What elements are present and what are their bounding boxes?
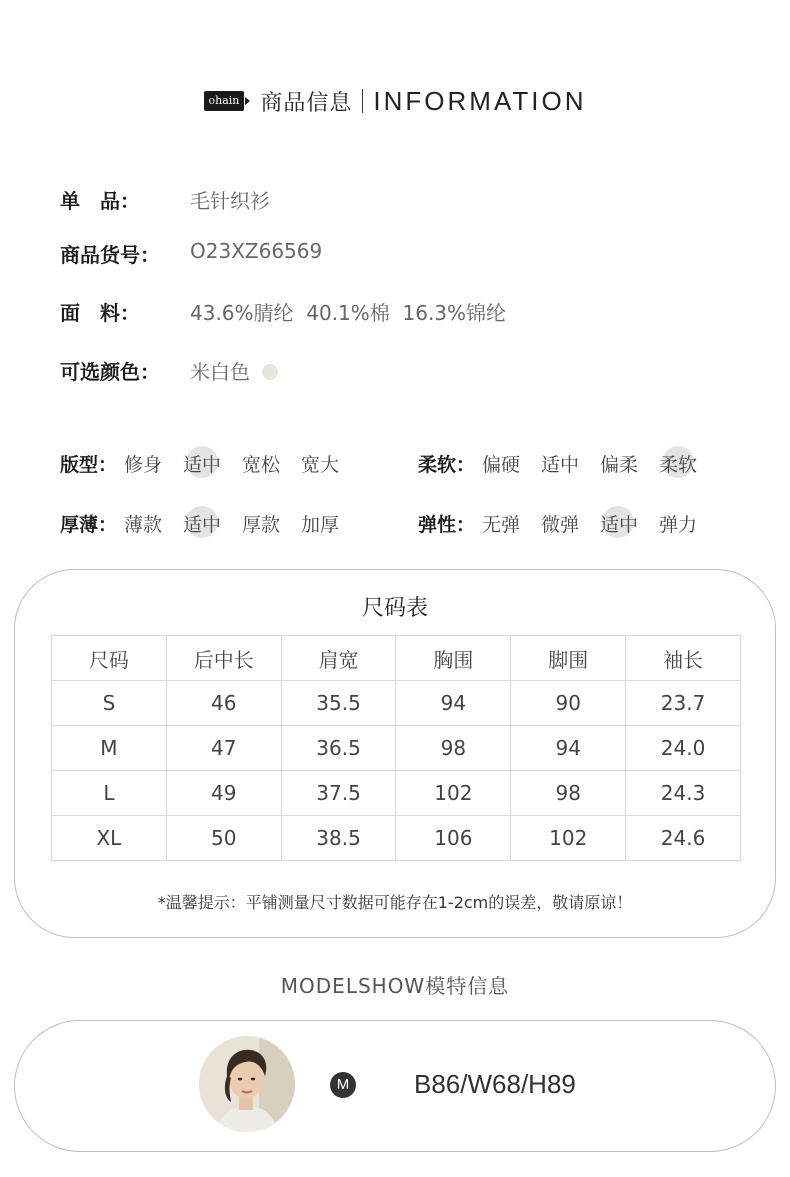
thickness-option: 适中 xyxy=(183,514,222,536)
color-value: 米白色 xyxy=(190,360,250,384)
table-cell: 35.5 xyxy=(281,681,396,726)
header-title-cn: 商品信息 xyxy=(260,90,353,116)
column-header: 尺码 xyxy=(52,636,167,681)
color-label: 可选颜色： xyxy=(60,360,160,384)
table-row xyxy=(52,771,741,816)
column-header: 脚围 xyxy=(511,636,626,681)
column-header: 胸围 xyxy=(396,636,511,681)
table-cell: M xyxy=(52,726,167,771)
table-row xyxy=(52,681,741,726)
elasticity-option: 微弹 xyxy=(541,514,580,536)
thickness-option: 加厚 xyxy=(301,514,340,536)
item-value: 毛针织衫 xyxy=(190,189,270,213)
softness-option: 适中 xyxy=(541,454,580,476)
size-table xyxy=(51,635,741,861)
table-cell: 94 xyxy=(511,726,626,771)
table-cell: 46 xyxy=(166,681,281,726)
table-cell: 49 xyxy=(166,771,281,816)
elasticity-label: 弹性： xyxy=(418,514,476,536)
column-header: 肩宽 xyxy=(281,636,396,681)
softness-option: 柔软 xyxy=(659,454,698,476)
fit-option: 宽大 xyxy=(301,454,340,476)
elasticity-option: 无弹 xyxy=(482,514,521,536)
thickness-option: 薄款 xyxy=(124,514,163,536)
table-cell: 47 xyxy=(166,726,281,771)
thickness-label: 厚薄： xyxy=(60,514,118,536)
column-header: 后中长 xyxy=(166,636,281,681)
fabric-label: 面 料： xyxy=(60,301,140,325)
fit-label: 版型： xyxy=(60,454,118,476)
sku-value: O23XZ66569 xyxy=(190,239,323,263)
measurement-note: *温馨提示：平铺测量尺寸数据可能存在1-2cm的误差，敬请原谅！ xyxy=(157,893,633,912)
table-cell: 98 xyxy=(396,726,511,771)
fit-option: 修身 xyxy=(124,454,163,476)
color-row xyxy=(190,356,278,385)
table-cell: 102 xyxy=(396,771,511,816)
table-row xyxy=(52,816,741,861)
elasticity-option: 适中 xyxy=(600,514,639,536)
table-cell: 106 xyxy=(396,816,511,861)
table-header-row xyxy=(52,636,741,681)
table-cell: 98 xyxy=(511,771,626,816)
header-divider xyxy=(362,89,363,113)
brand-logo: ohain xyxy=(204,91,245,111)
model-card xyxy=(14,1020,776,1152)
table-cell: 90 xyxy=(511,681,626,726)
fit-option: 宽松 xyxy=(242,454,281,476)
column-header: 袖长 xyxy=(626,636,741,681)
table-cell: 24.0 xyxy=(626,726,741,771)
fit-option: 适中 xyxy=(183,454,222,476)
model-section-title: MODELSHOW模特信息 xyxy=(280,974,510,998)
softness-option: 偏柔 xyxy=(600,454,639,476)
softness-label: 柔软： xyxy=(418,454,476,476)
model-portrait-icon xyxy=(199,1036,295,1132)
table-cell: 37.5 xyxy=(281,771,396,816)
softness-option: 偏硬 xyxy=(482,454,521,476)
logo-arrow-icon xyxy=(245,97,250,105)
table-cell: XL xyxy=(52,816,167,861)
table-cell: 24.3 xyxy=(626,771,741,816)
table-cell: 50 xyxy=(166,816,281,861)
table-row xyxy=(52,726,741,771)
table-cell: S xyxy=(52,681,167,726)
elasticity-option: 弹力 xyxy=(659,514,698,536)
model-measurements: B86/W68/H89 xyxy=(414,1069,576,1099)
item-label: 单 品： xyxy=(60,189,140,213)
table-cell: 24.6 xyxy=(626,816,741,861)
sku-label: 商品货号： xyxy=(60,243,160,267)
model-size-badge: M xyxy=(330,1072,356,1098)
table-cell: 23.7 xyxy=(626,681,741,726)
table-cell: 102 xyxy=(511,816,626,861)
model-avatar xyxy=(199,1036,295,1132)
table-cell: 36.5 xyxy=(281,726,396,771)
table-cell: 94 xyxy=(396,681,511,726)
fabric-value: 43.6%腈纶 40.1%棉 16.3%锦纶 xyxy=(190,301,507,325)
page-header xyxy=(0,84,790,118)
color-swatch xyxy=(262,364,278,380)
size-chart-title: 尺码表 xyxy=(361,596,428,621)
table-cell: L xyxy=(52,771,167,816)
thickness-option: 厚款 xyxy=(242,514,281,536)
header-title-en: INFORMATION xyxy=(373,85,587,116)
table-cell: 38.5 xyxy=(281,816,396,861)
